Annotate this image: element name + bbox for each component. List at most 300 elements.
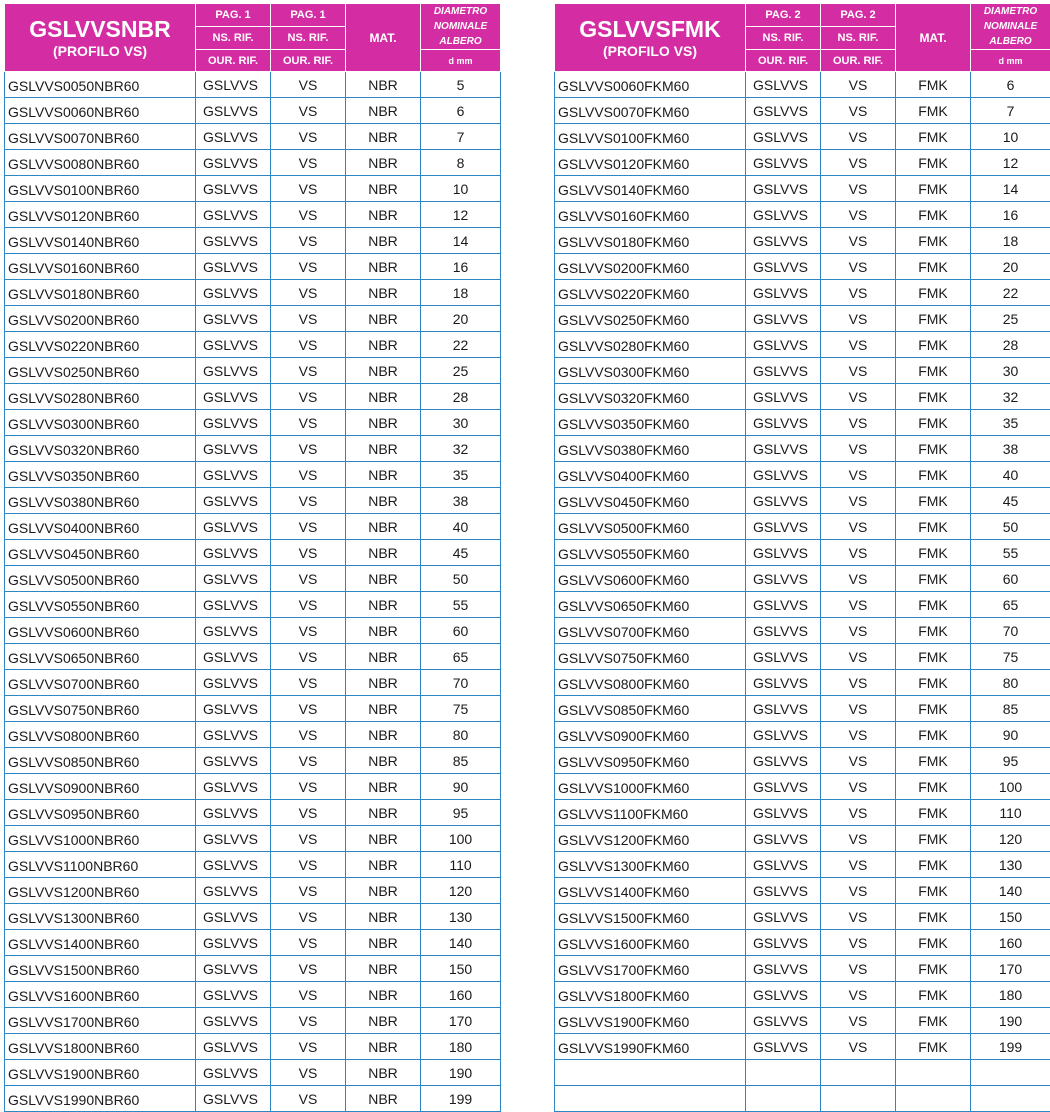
profile-cell: VS (271, 540, 346, 566)
part-code-cell: GSLVVS0700FKM60 (555, 618, 746, 644)
diameter-cell: 150 (971, 904, 1050, 930)
ns-ref-cell: GSLVVS (746, 800, 821, 826)
diameter-cell: 28 (971, 332, 1050, 358)
part-code-cell: GSLVVS1300FKM60 (555, 852, 746, 878)
table-row (5, 956, 501, 982)
part-code-cell: GSLVVS0380NBR60 (5, 488, 196, 514)
part-code-cell: GSLVVS0100NBR60 (5, 176, 196, 202)
ns-ref-cell: GSLVVS (746, 982, 821, 1008)
material-cell: NBR (346, 540, 421, 566)
unit-header: d mm (971, 50, 1050, 72)
table-row (555, 1086, 1050, 1112)
profile-cell: VS (271, 436, 346, 462)
material-cell: FMK (896, 332, 971, 358)
material-cell: NBR (346, 670, 421, 696)
material-cell: FMK (896, 488, 971, 514)
ns-rif-header: NS. RIF. (746, 27, 821, 50)
part-code-cell: GSLVVS0450FKM60 (555, 488, 746, 514)
part-code-cell: GSLVVS0070NBR60 (5, 124, 196, 150)
diameter-cell: 38 (971, 436, 1050, 462)
material-cell: NBR (346, 228, 421, 254)
diameter-cell: 55 (971, 540, 1050, 566)
ns-ref-cell: GSLVVS (196, 228, 271, 254)
table-row (5, 1086, 501, 1112)
profile-cell: VS (271, 228, 346, 254)
part-code-cell: GSLVVS1500NBR60 (5, 956, 196, 982)
table-title (5, 4, 196, 72)
material-cell: FMK (896, 618, 971, 644)
material-cell: NBR (346, 488, 421, 514)
profile-cell: VS (271, 358, 346, 384)
material-cell: NBR (346, 306, 421, 332)
profile-cell: VS (821, 956, 896, 982)
diameter-cell: 180 (421, 1034, 501, 1060)
diameter-cell: 55 (421, 592, 501, 618)
table-row (5, 280, 501, 306)
profile-cell: VS (821, 930, 896, 956)
material-cell: NBR (346, 358, 421, 384)
ns-ref-cell: GSLVVS (746, 1034, 821, 1060)
profile-cell: VS (821, 124, 896, 150)
profile-cell: VS (821, 982, 896, 1008)
material-cell: NBR (346, 176, 421, 202)
ns-ref-cell: GSLVVS (746, 904, 821, 930)
profile-cell: VS (821, 202, 896, 228)
table-row (555, 436, 1050, 462)
ns-ref-cell: GSLVVS (196, 722, 271, 748)
diameter-cell: 110 (421, 852, 501, 878)
diameter-header: DIAMETRO NOMINALE ALBERO (421, 4, 501, 50)
table-row (5, 488, 501, 514)
profile-cell: VS (271, 982, 346, 1008)
profile-cell: VS (271, 956, 346, 982)
table-row (555, 280, 1050, 306)
profile-cell: VS (821, 254, 896, 280)
profile-cell: VS (821, 670, 896, 696)
diameter-cell: 85 (421, 748, 501, 774)
ns-ref-cell: GSLVVS (746, 722, 821, 748)
diameter-cell: 160 (971, 930, 1050, 956)
material-cell: NBR (346, 748, 421, 774)
diameter-cell: 32 (421, 436, 501, 462)
diameter-cell: 7 (971, 98, 1050, 124)
profile-cell: VS (271, 280, 346, 306)
table-row (5, 176, 501, 202)
profile-cell: VS (821, 904, 896, 930)
ns-rif-header: NS. RIF. (196, 27, 271, 50)
profile-cell: VS (271, 592, 346, 618)
diameter-cell: 22 (971, 280, 1050, 306)
material-cell: FMK (896, 228, 971, 254)
unit-header: d mm (421, 50, 501, 72)
ns-ref-cell: GSLVVS (196, 98, 271, 124)
table-row (555, 826, 1050, 852)
ns-ref-cell: GSLVVS (746, 826, 821, 852)
table-row (5, 566, 501, 592)
material-cell (896, 1060, 971, 1086)
part-code-cell: GSLVVS0100FKM60 (555, 124, 746, 150)
profile-cell: VS (271, 670, 346, 696)
table-row (5, 72, 501, 98)
diameter-cell: 45 (971, 488, 1050, 514)
table-row (5, 332, 501, 358)
diameter-cell: 199 (971, 1034, 1050, 1060)
diameter-cell: 6 (421, 98, 501, 124)
diameter-cell: 95 (971, 748, 1050, 774)
profile-cell: VS (271, 722, 346, 748)
profile-cell: VS (821, 332, 896, 358)
part-code-cell: GSLVVS1200NBR60 (5, 878, 196, 904)
table-row (555, 410, 1050, 436)
profile-cell: VS (821, 358, 896, 384)
ns-ref-cell: GSLVVS (746, 124, 821, 150)
part-code-cell: GSLVVS0220FKM60 (555, 280, 746, 306)
part-code-cell: GSLVVS0300FKM60 (555, 358, 746, 384)
table-row (555, 904, 1050, 930)
table-row (5, 254, 501, 280)
profile-cell: VS (821, 462, 896, 488)
diameter-cell: 14 (421, 228, 501, 254)
ns-ref-cell: GSLVVS (196, 878, 271, 904)
material-cell: NBR (346, 72, 421, 98)
ns-ref-cell: GSLVVS (746, 306, 821, 332)
ns-ref-cell: GSLVVS (746, 956, 821, 982)
part-code-cell: GSLVVS0550NBR60 (5, 592, 196, 618)
ns-ref-cell: GSLVVS (746, 72, 821, 98)
part-code-cell: GSLVVS1900FKM60 (555, 1008, 746, 1034)
part-code-cell: GSLVVS1600NBR60 (5, 982, 196, 1008)
ns-ref-cell: GSLVVS (746, 384, 821, 410)
part-code-cell: GSLVVS0160NBR60 (5, 254, 196, 280)
ns-ref-cell: GSLVVS (196, 436, 271, 462)
part-code-cell: GSLVVS0080NBR60 (5, 150, 196, 176)
ns-ref-cell: GSLVVS (196, 72, 271, 98)
material-cell: FMK (896, 774, 971, 800)
table-row (555, 774, 1050, 800)
part-code-cell: GSLVVS1400NBR60 (5, 930, 196, 956)
diameter-cell: 120 (971, 826, 1050, 852)
profile-cell: VS (821, 488, 896, 514)
subtitle-text: (PROFILO VS) (5, 42, 195, 60)
profile-cell: VS (821, 306, 896, 332)
diameter-cell: 120 (421, 878, 501, 904)
part-code-cell: GSLVVS0180NBR60 (5, 280, 196, 306)
table-row (555, 956, 1050, 982)
ns-ref-cell: GSLVVS (196, 332, 271, 358)
table-row (555, 384, 1050, 410)
part-code-cell: GSLVVS0070FKM60 (555, 98, 746, 124)
table-title (555, 4, 746, 72)
page-ref-header: PAG. 2 (746, 4, 821, 27)
profile-cell: VS (821, 644, 896, 670)
ns-ref-cell: GSLVVS (196, 1008, 271, 1034)
diameter-cell: 20 (421, 306, 501, 332)
diameter-cell: 75 (421, 696, 501, 722)
part-code-cell: GSLVVS0650FKM60 (555, 592, 746, 618)
part-code-cell: GSLVVS0400FKM60 (555, 462, 746, 488)
material-cell: NBR (346, 618, 421, 644)
subtitle-text: (PROFILO VS) (555, 42, 745, 60)
profile-cell: VS (271, 514, 346, 540)
part-code-cell: GSLVVS0650NBR60 (5, 644, 196, 670)
diameter-cell: 50 (971, 514, 1050, 540)
profile-cell: VS (271, 254, 346, 280)
diameter-cell: 30 (421, 410, 501, 436)
profile-cell: VS (821, 618, 896, 644)
ns-ref-cell: GSLVVS (196, 540, 271, 566)
material-cell: FMK (896, 904, 971, 930)
ns-ref-cell: GSLVVS (196, 618, 271, 644)
ns-ref-cell: GSLVVS (196, 488, 271, 514)
table-row (5, 410, 501, 436)
material-cell: FMK (896, 514, 971, 540)
material-cell: NBR (346, 644, 421, 670)
material-cell: NBR (346, 592, 421, 618)
table-row (5, 1034, 501, 1060)
our-rif-header: OUR. RIF. (196, 50, 271, 72)
profile-cell: VS (271, 98, 346, 124)
part-code-cell: GSLVVS0280NBR60 (5, 384, 196, 410)
material-cell: NBR (346, 696, 421, 722)
ns-ref-cell: GSLVVS (196, 280, 271, 306)
material-cell: FMK (896, 306, 971, 332)
ns-ref-cell: GSLVVS (746, 176, 821, 202)
profile-cell: VS (271, 462, 346, 488)
ns-ref-cell: GSLVVS (196, 696, 271, 722)
ns-ref-cell: GSLVVS (746, 150, 821, 176)
ns-ref-cell: GSLVVS (196, 306, 271, 332)
part-code-cell: GSLVVS0850FKM60 (555, 696, 746, 722)
diameter-cell: 60 (421, 618, 501, 644)
part-code-cell: GSLVVS0750NBR60 (5, 696, 196, 722)
ns-ref-cell: GSLVVS (746, 878, 821, 904)
material-cell: NBR (346, 280, 421, 306)
part-code-cell: GSLVVS0120NBR60 (5, 202, 196, 228)
diameter-cell: 65 (971, 592, 1050, 618)
part-code-cell: GSLVVS0050NBR60 (5, 72, 196, 98)
part-code-cell: GSLVVS0500NBR60 (5, 566, 196, 592)
table-row (5, 670, 501, 696)
ns-ref-cell: GSLVVS (746, 748, 821, 774)
profile-cell: VS (271, 618, 346, 644)
profile-cell: VS (821, 774, 896, 800)
table-row (555, 722, 1050, 748)
diameter-cell: 6 (971, 72, 1050, 98)
material-cell: FMK (896, 384, 971, 410)
profile-cell: VS (821, 410, 896, 436)
material-cell: NBR (346, 826, 421, 852)
diameter-cell: 16 (971, 202, 1050, 228)
part-code-cell: GSLVVS0200NBR60 (5, 306, 196, 332)
table-row (5, 722, 501, 748)
table-row (555, 1060, 1050, 1086)
ns-ref-cell: GSLVVS (746, 1008, 821, 1034)
material-cell: FMK (896, 150, 971, 176)
table-row (555, 228, 1050, 254)
page-ref-header: PAG. 2 (821, 4, 896, 27)
diameter-cell: 30 (971, 358, 1050, 384)
profile-cell: VS (821, 566, 896, 592)
ns-ref-cell: GSLVVS (196, 254, 271, 280)
diameter-cell: 20 (971, 254, 1050, 280)
ns-ref-cell: GSLVVS (196, 124, 271, 150)
table-row (5, 462, 501, 488)
ns-ref-cell: GSLVVS (196, 410, 271, 436)
diameter-cell: 170 (421, 1008, 501, 1034)
part-code-cell: GSLVVS1400FKM60 (555, 878, 746, 904)
diameter-cell: 199 (421, 1086, 501, 1112)
part-code-cell: GSLVVS1990NBR60 (5, 1086, 196, 1112)
diameter-cell: 170 (971, 956, 1050, 982)
ns-rif-header: NS. RIF. (821, 27, 896, 50)
profile-cell: VS (821, 878, 896, 904)
table-row (555, 72, 1050, 98)
diameter-cell: 25 (971, 306, 1050, 332)
nbr-table (4, 3, 501, 1112)
part-code-cell: GSLVVS1700NBR60 (5, 1008, 196, 1034)
material-cell: NBR (346, 98, 421, 124)
material-cell: FMK (896, 826, 971, 852)
diameter-cell: 32 (971, 384, 1050, 410)
ns-ref-cell: GSLVVS (196, 774, 271, 800)
table-row (5, 696, 501, 722)
ns-ref-cell: GSLVVS (746, 358, 821, 384)
diameter-cell: 90 (421, 774, 501, 800)
diameter-cell: 90 (971, 722, 1050, 748)
profile-cell: VS (271, 1060, 346, 1086)
part-code-cell: GSLVVS0060NBR60 (5, 98, 196, 124)
profile-cell: VS (821, 280, 896, 306)
profile-cell: VS (821, 852, 896, 878)
diameter-cell: 60 (971, 566, 1050, 592)
ns-ref-cell (746, 1060, 821, 1086)
table-row (555, 358, 1050, 384)
material-cell: FMK (896, 540, 971, 566)
material-cell: FMK (896, 280, 971, 306)
table-row (5, 592, 501, 618)
profile-cell: VS (821, 384, 896, 410)
part-code-cell: GSLVVS0600NBR60 (5, 618, 196, 644)
part-code-cell: GSLVVS0950NBR60 (5, 800, 196, 826)
ns-ref-cell (746, 1086, 821, 1112)
part-code-cell: GSLVVS0550FKM60 (555, 540, 746, 566)
table-row (5, 540, 501, 566)
ns-ref-cell: GSLVVS (196, 358, 271, 384)
diameter-cell: 190 (421, 1060, 501, 1086)
material-cell: FMK (896, 670, 971, 696)
material-cell: NBR (346, 1008, 421, 1034)
part-code-cell: GSLVVS0320FKM60 (555, 384, 746, 410)
part-code-cell: GSLVVS1100NBR60 (5, 852, 196, 878)
diameter-cell: 35 (971, 410, 1050, 436)
table-row (5, 98, 501, 124)
ns-ref-cell: GSLVVS (196, 176, 271, 202)
part-code-cell: GSLVVS0300NBR60 (5, 410, 196, 436)
fmk-table (554, 3, 1050, 1112)
table-row (555, 462, 1050, 488)
part-code-cell: GSLVVS1800FKM60 (555, 982, 746, 1008)
material-cell: NBR (346, 904, 421, 930)
part-code-cell: GSLVVS0800NBR60 (5, 722, 196, 748)
material-cell: FMK (896, 254, 971, 280)
diameter-cell: 70 (421, 670, 501, 696)
part-code-cell: GSLVVS0140FKM60 (555, 176, 746, 202)
profile-cell: VS (271, 696, 346, 722)
profile-cell: VS (271, 332, 346, 358)
part-code-cell: GSLVVS0850NBR60 (5, 748, 196, 774)
diameter-cell: 5 (421, 72, 501, 98)
profile-cell: VS (271, 202, 346, 228)
profile-cell: VS (821, 800, 896, 826)
material-cell: FMK (896, 176, 971, 202)
table-row (555, 800, 1050, 826)
part-code-cell: GSLVVS1990FKM60 (555, 1034, 746, 1060)
table-row (5, 982, 501, 1008)
part-code-cell: GSLVVS1900NBR60 (5, 1060, 196, 1086)
table-row (5, 930, 501, 956)
material-cell: FMK (896, 956, 971, 982)
table-row (5, 514, 501, 540)
ns-ref-cell: GSLVVS (196, 904, 271, 930)
table-row (555, 670, 1050, 696)
table-row (555, 618, 1050, 644)
material-cell: NBR (346, 150, 421, 176)
profile-cell: VS (821, 722, 896, 748)
table-row (5, 644, 501, 670)
material-cell: FMK (896, 410, 971, 436)
table-row (555, 930, 1050, 956)
material-cell: NBR (346, 878, 421, 904)
material-cell: FMK (896, 566, 971, 592)
part-code-cell: GSLVVS1700FKM60 (555, 956, 746, 982)
profile-cell: VS (821, 98, 896, 124)
material-cell: NBR (346, 384, 421, 410)
ns-ref-cell: GSLVVS (196, 982, 271, 1008)
table-row (5, 306, 501, 332)
ns-ref-cell: GSLVVS (196, 930, 271, 956)
profile-cell: VS (271, 72, 346, 98)
material-cell: NBR (346, 514, 421, 540)
diameter-cell: 40 (421, 514, 501, 540)
material-cell: NBR (346, 982, 421, 1008)
material-cell: NBR (346, 436, 421, 462)
diameter-cell: 140 (421, 930, 501, 956)
table-row (555, 202, 1050, 228)
ns-ref-cell: GSLVVS (746, 280, 821, 306)
table-row (5, 202, 501, 228)
table-row (5, 774, 501, 800)
diameter-cell: 10 (421, 176, 501, 202)
ns-ref-cell: GSLVVS (746, 254, 821, 280)
diameter-cell: 14 (971, 176, 1050, 202)
diameter-cell: 18 (421, 280, 501, 306)
part-code-cell: GSLVVS0350NBR60 (5, 462, 196, 488)
ns-ref-cell: GSLVVS (196, 748, 271, 774)
diameter-cell: 10 (971, 124, 1050, 150)
part-code-cell (555, 1060, 746, 1086)
table-row (5, 618, 501, 644)
profile-cell: VS (271, 826, 346, 852)
table-row (5, 826, 501, 852)
ns-ref-cell: GSLVVS (196, 514, 271, 540)
profile-cell: VS (271, 384, 346, 410)
part-code-cell: GSLVVS0900FKM60 (555, 722, 746, 748)
ns-ref-cell: GSLVVS (196, 956, 271, 982)
profile-cell: VS (271, 1086, 346, 1112)
profile-cell: VS (271, 488, 346, 514)
profile-cell: VS (821, 436, 896, 462)
part-code-cell: GSLVVS1100FKM60 (555, 800, 746, 826)
